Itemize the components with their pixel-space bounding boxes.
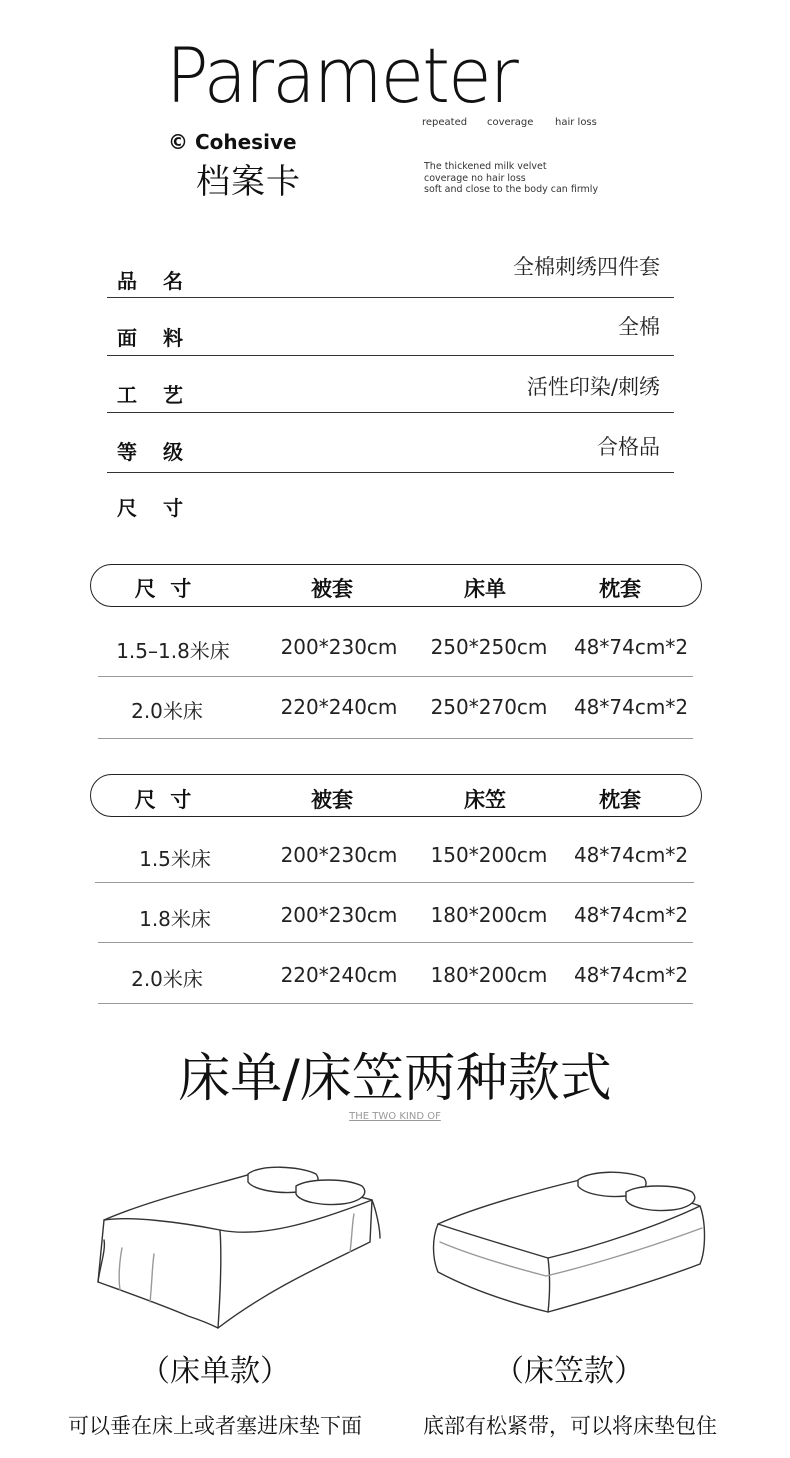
table-cell: 48*74cm*2 — [573, 903, 689, 927]
param-value-fabric: 全棉 — [618, 315, 660, 339]
tag-coverage: coverage — [487, 117, 534, 128]
style-label-fitted-sheet: （床笠款） — [494, 1354, 644, 1389]
tag-repeated: repeated — [422, 117, 468, 128]
page-title: Parameter — [166, 31, 517, 120]
header-flat-sheet: 床单 — [464, 577, 506, 601]
table-cell: 180*200cm — [430, 903, 548, 927]
row-divider — [95, 882, 694, 883]
divider — [107, 412, 674, 413]
header-duvet-cover: 被套 — [311, 788, 353, 812]
param-label-fabric: 面料 — [117, 326, 209, 350]
table-cell: 220*240cm — [280, 695, 398, 719]
header-pillowcase: 枕套 — [599, 577, 641, 601]
description-line: coverage no hair loss — [424, 172, 526, 184]
table-cell: 48*74cm*2 — [573, 635, 689, 659]
header-size: 尺 寸 — [134, 788, 192, 812]
table-cell: 1.5米床 — [139, 847, 211, 871]
table-cell: 250*250cm — [430, 635, 548, 659]
table-cell: 48*74cm*2 — [573, 963, 689, 987]
flat-sheet-bed-icon — [90, 1158, 390, 1338]
header-duvet-cover: 被套 — [311, 577, 353, 601]
param-label-name: 品名 — [117, 269, 209, 293]
section-subtitle: THE TWO KIND OF — [349, 1111, 441, 1122]
table-cell: 220*240cm — [280, 963, 398, 987]
description-line: soft and close to the body can firmly — [424, 184, 599, 195]
row-divider — [98, 1003, 693, 1004]
divider — [107, 355, 674, 356]
table-cell: 250*270cm — [430, 695, 548, 719]
divider — [107, 472, 674, 473]
param-label-craft: 工艺 — [117, 383, 209, 407]
table-cell: 180*200cm — [430, 963, 548, 987]
description-line: The thickened milk velvet — [424, 161, 547, 172]
table-cell: 200*230cm — [280, 635, 398, 659]
style-desc-flat-sheet: 可以垂在床上或者塞进床垫下面 — [68, 1414, 362, 1438]
brand-name: © Cohesive — [168, 130, 297, 154]
table-cell: 48*74cm*2 — [573, 695, 689, 719]
card-label: 档案卡 — [196, 162, 301, 202]
header-description — [424, 161, 598, 196]
param-label-grade: 等级 — [117, 440, 209, 464]
table-cell: 150*200cm — [430, 843, 548, 867]
param-label-size: 尺寸 — [117, 496, 209, 520]
section-title: 床单/床笠两种款式 — [178, 1049, 612, 1109]
header-size: 尺 寸 — [134, 577, 192, 601]
header-pillowcase: 枕套 — [599, 788, 641, 812]
table-cell: 2.0米床 — [131, 967, 203, 991]
row-divider — [98, 738, 693, 739]
row-divider — [98, 676, 693, 677]
fitted-sheet-bed-icon — [428, 1162, 718, 1322]
table-cell: 1.5–1.8米床 — [116, 639, 230, 663]
param-value-grade: 合格品 — [597, 435, 660, 459]
row-divider — [98, 942, 693, 943]
style-label-flat-sheet: （床单款） — [140, 1354, 290, 1389]
table-cell: 200*230cm — [280, 903, 398, 927]
param-value-name: 全棉刺绣四件套 — [513, 255, 660, 279]
param-value-craft: 活性印染/刺绣 — [526, 375, 660, 399]
header-fitted-sheet: 床笠 — [464, 788, 506, 812]
style-desc-fitted-sheet: 底部有松紧带，可以将床垫包住 — [423, 1414, 717, 1438]
table-cell: 200*230cm — [280, 843, 398, 867]
table-cell: 1.8米床 — [139, 907, 211, 931]
tag-hair-loss: hair loss — [555, 117, 597, 128]
table-cell: 48*74cm*2 — [573, 843, 689, 867]
divider — [107, 297, 674, 298]
table-cell: 2.0米床 — [131, 699, 203, 723]
